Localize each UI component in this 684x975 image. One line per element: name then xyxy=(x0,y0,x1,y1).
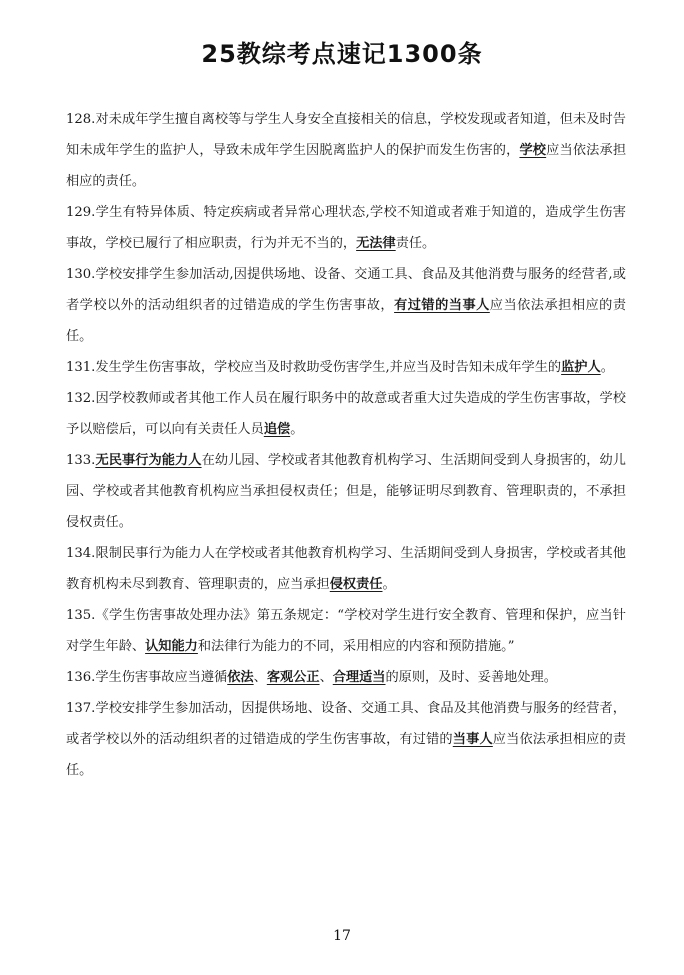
item-text: 131.发生学生伤害事故，学校应当及时救助受伤害学生,并应当及时告知未成年学生的 xyxy=(66,360,562,375)
list-item xyxy=(66,104,626,197)
key-term: 无法律 xyxy=(356,236,396,251)
list-item xyxy=(66,197,626,259)
key-term: 合理适当 xyxy=(332,670,386,685)
key-term: 认知能力 xyxy=(145,639,198,654)
list-item xyxy=(66,693,626,786)
item-text: 137.学校安排学生参加活动，因提供场地、设备、交通工具、食品及其他消费与服务的经营者，或者学校以外的活动组织者的过错造成的学生伤害事故，有过错的 xyxy=(66,701,626,747)
item-text: 。 xyxy=(382,577,396,592)
key-term: 有过错的当事人 xyxy=(394,298,490,313)
item-text: 的原则，及时、妥善地处理。 xyxy=(385,670,557,685)
item-text: 。 xyxy=(290,422,304,437)
item-text: 应当依法承担相应的责任。 xyxy=(66,298,627,344)
key-term: 无民事行为能力人 xyxy=(95,453,202,468)
key-term: 客观公正 xyxy=(266,670,320,685)
key-term: 侵权责任 xyxy=(329,577,383,592)
document-body xyxy=(66,104,626,786)
item-text: 130.学校安排学生参加活动,因提供场地、设备、交通工具、食品及其他消费与服务的经营者,或者学校以外的活动组织者的过错造成的学生伤害事故， xyxy=(66,267,626,313)
item-text: 应当依法承担相应的责任。 xyxy=(66,732,627,778)
item-text: 128.对未成年学生擅自离校等与学生人身安全直接相关的信息，学校发现或者知道，但未及时告知未成年学生的监护人，导致未成年学生因脱离监护人的保护而发生伤害的， xyxy=(66,112,626,158)
key-term: 当事人 xyxy=(452,732,493,747)
list-item xyxy=(66,662,626,693)
item-text: 应当依法承担相应的责任。 xyxy=(66,143,627,189)
key-term: 学校 xyxy=(519,143,547,158)
list-item xyxy=(66,538,626,600)
page-number: 17 xyxy=(333,928,351,944)
list-item xyxy=(66,383,626,445)
item-text: 、 xyxy=(319,670,333,685)
item-text: 133. xyxy=(66,453,96,468)
list-item xyxy=(66,259,626,352)
item-text: 129.学生有特异体质、特定疾病或者异常心理状态,学校不知道或者难于知道的，造成学生伤害事故，学校已履行了相应职责，行为并无不当的， xyxy=(66,205,626,251)
item-text: 责任。 xyxy=(395,236,436,251)
key-term: 追偿 xyxy=(263,422,291,437)
item-text: 。 xyxy=(600,360,614,375)
key-term: 依法 xyxy=(227,670,254,685)
item-text: 135.《学生伤害事故处理办法》第五条规定：“学校对学生进行安全教育、管理和保护，应当针对学生年龄、 xyxy=(66,608,626,654)
item-text: 136.学生伤害事故应当遵循 xyxy=(66,670,228,685)
list-item xyxy=(66,352,626,383)
item-text: 和法律行为能力的不同，采用相应的内容和预防措施。” xyxy=(197,639,515,654)
item-text: 在幼儿园、学校或者其他教育机构学习、生活期间受到人身损害的，幼儿园、学校或者其他教育机构应当承担侵权责任；但是，能够证明尽到教育、管理职责的，不承担侵权责任。 xyxy=(66,453,626,530)
list-item xyxy=(66,600,626,662)
page-title: 25教综考点速记1300条 xyxy=(201,40,483,68)
item-text: 132.因学校教师或者其他工作人员在履行职务中的故意或者重大过失造成的学生伤害事故，学校予以赔偿后，可以向有关责任人员 xyxy=(66,391,626,437)
item-text: 134.限制民事行为能力人在学校或者其他教育机构学习、生活期间受到人身损害，学校或者其他教育机构未尽到教育、管理职责的，应当承担 xyxy=(66,546,626,592)
key-term: 监护人 xyxy=(561,360,601,375)
item-text: 、 xyxy=(253,670,267,685)
list-item xyxy=(66,445,626,538)
